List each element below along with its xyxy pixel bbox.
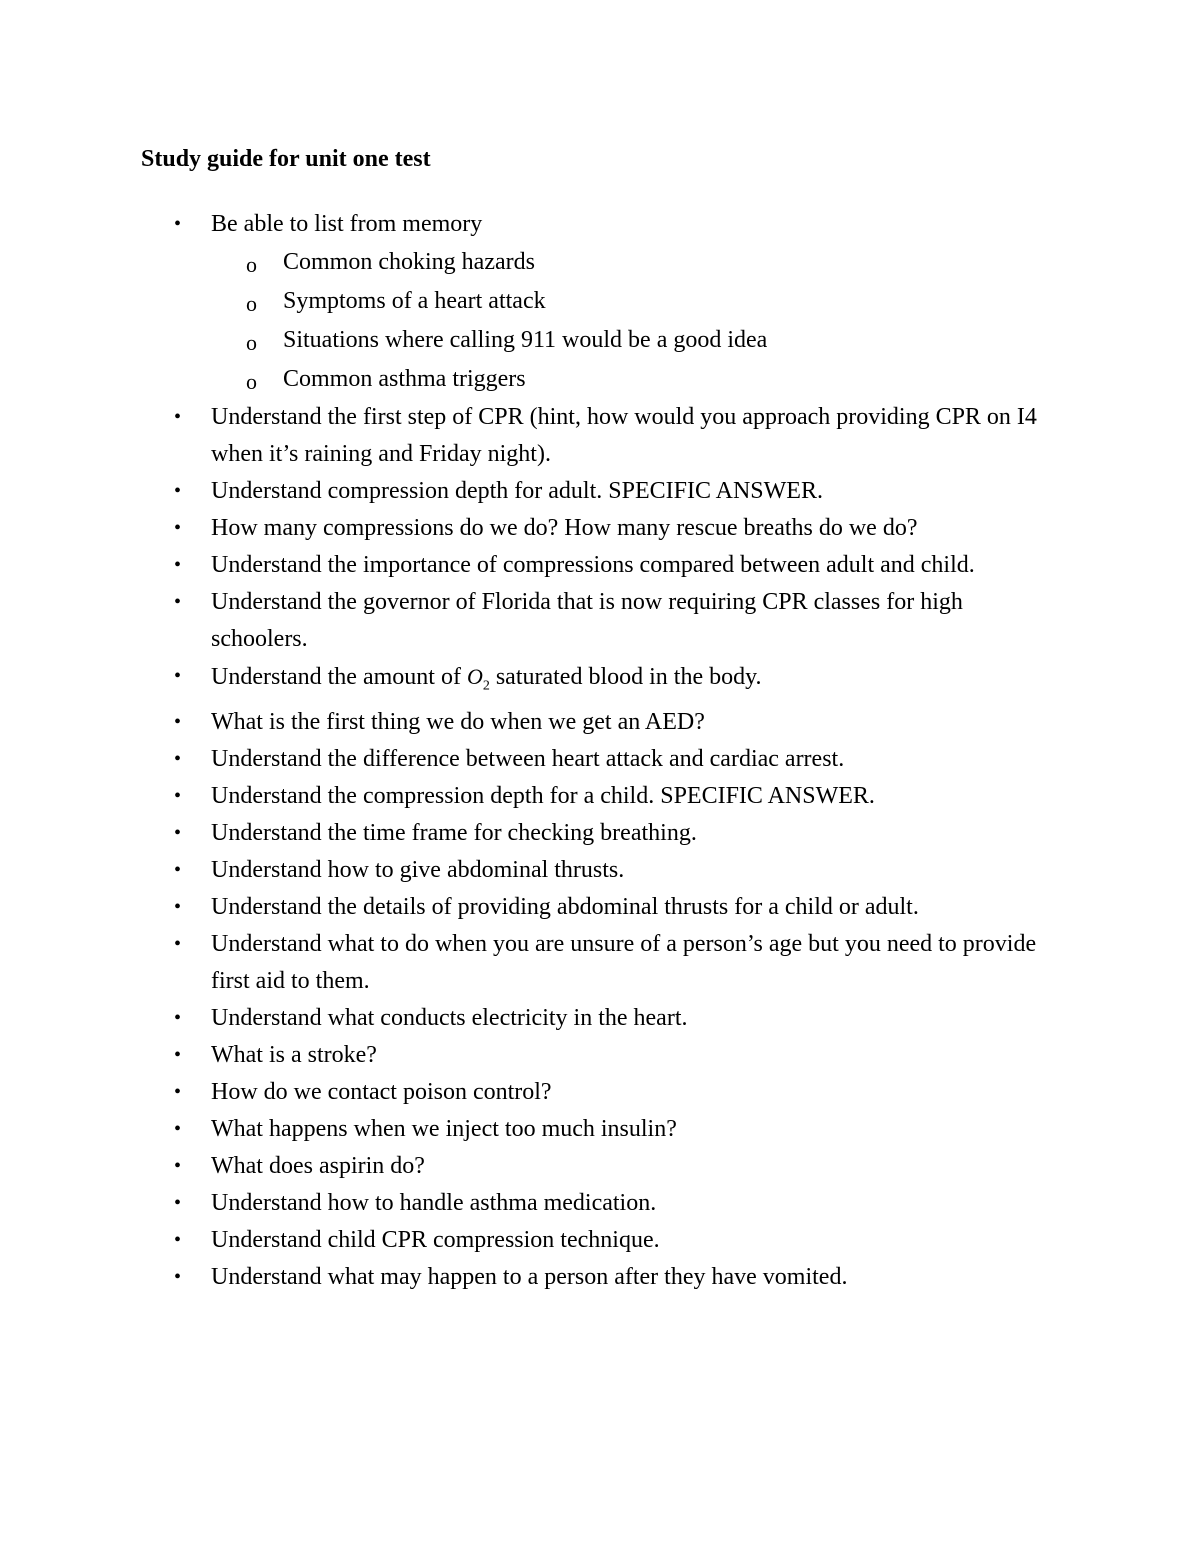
bullet-icon: • — [174, 480, 182, 502]
list-item — [141, 584, 1051, 658]
bullet-icon: • — [174, 1044, 182, 1067]
list-item-text: Understand the governor of Florida that is now requiring CPR classes for high schoolers. — [211, 589, 963, 652]
bullet-icon: • — [174, 933, 182, 956]
list-item — [141, 1259, 1051, 1296]
list-item-text: What is the first thing we do when we get an AED? — [211, 709, 705, 736]
list-item — [141, 1148, 1051, 1185]
sub-list-item — [211, 243, 1051, 282]
list-item — [141, 778, 1051, 815]
bullet-icon: • — [174, 1266, 182, 1289]
list-item — [141, 889, 1051, 926]
list-item — [141, 1111, 1051, 1148]
bullet-icon: • — [174, 1118, 182, 1141]
bullet-icon: • — [174, 591, 182, 613]
oxygen-subscript: 2 — [482, 678, 490, 694]
sub-list-item — [211, 321, 1051, 360]
list-item — [141, 704, 1051, 741]
oxygen-symbol: O — [466, 664, 483, 689]
list-item — [141, 741, 1051, 778]
list-item-text: Understand the time frame for checking breathing. — [211, 820, 697, 847]
bullet-icon: • — [174, 406, 182, 428]
memory-sub-list — [211, 243, 1051, 399]
bullet-icon: • — [174, 665, 182, 687]
list-item-text: Understand compression depth for adult. SPECIFIC ANSWER. — [211, 478, 823, 504]
sub-list-item — [211, 282, 1051, 321]
sub-list-item-text: Symptoms of a heart attack — [283, 288, 546, 314]
list-item-text: Understand the details of providing abdominal thrusts for a child or adult. — [211, 894, 919, 921]
circle-bullet-icon: o — [246, 330, 257, 355]
list-item — [141, 1222, 1051, 1259]
bullet-icon: • — [174, 711, 182, 734]
document-title: Study guide for unit one test — [141, 146, 431, 172]
bullet-icon: • — [174, 1229, 182, 1252]
circle-bullet-icon: o — [246, 291, 257, 316]
list-item — [141, 473, 1051, 510]
bullet-icon: • — [174, 1192, 182, 1215]
list-item-text: Understand the importance of compressions compared between adult and child. — [211, 552, 975, 578]
o2-text-after: saturated blood in the body. — [489, 664, 762, 690]
bullet-icon: • — [174, 1007, 182, 1030]
list-item-text: Understand how to handle asthma medication. — [211, 1190, 657, 1217]
list-item-text: What does aspirin do? — [211, 1153, 425, 1180]
list-item-text: How do we contact poison control? — [211, 1079, 552, 1106]
list-item-text: Understand how to give abdominal thrusts. — [211, 857, 625, 884]
bullet-icon: • — [174, 1155, 182, 1178]
list-item — [141, 1037, 1051, 1074]
list-item — [141, 510, 1051, 547]
sub-list-item-text: Common choking hazards — [283, 249, 535, 275]
o2-text-before: Understand the amount of — [211, 664, 467, 690]
list-item-text: Understand the compression depth for a child. SPECIFIC ANSWER. — [211, 783, 875, 810]
list-item-text: Be able to list from memory — [211, 211, 483, 237]
list-item — [141, 1000, 1051, 1037]
bullet-icon: • — [174, 859, 182, 882]
bullet-icon: • — [174, 517, 182, 539]
bullet-icon: • — [174, 1081, 182, 1104]
list-item — [141, 1185, 1051, 1222]
list-item — [141, 852, 1051, 889]
oxygen-formula — [466, 664, 490, 694]
list-item-text: What is a stroke? — [211, 1042, 377, 1069]
sub-list-item-text: Common asthma triggers — [283, 366, 526, 392]
circle-bullet-icon: o — [246, 252, 257, 277]
bullet-icon: • — [174, 785, 182, 808]
bullet-icon: • — [174, 822, 182, 845]
circle-bullet-icon: o — [246, 369, 257, 394]
list-item-text: Understand what may happen to a person after they have vomited. — [211, 1264, 848, 1291]
list-item-text: What happens when we inject too much insulin? — [211, 1116, 677, 1143]
list-item — [141, 1074, 1051, 1111]
list-item-text: Understand the difference between heart attack and cardiac arrest. — [211, 746, 845, 773]
sub-list-item — [211, 360, 1051, 399]
list-item-text: Understand what to do when you are unsure of a person’s age but you need to provide first aid to them. — [211, 931, 1037, 995]
list-item — [141, 399, 1051, 473]
bullet-icon: • — [174, 896, 182, 919]
list-item — [141, 547, 1051, 584]
list-item-text: Understand the first step of CPR (hint, how would you approach providing CPR on I4 when it’s raining and Friday night). — [211, 404, 1037, 467]
list-item — [141, 206, 1051, 399]
sub-list-item-text: Situations where calling 911 would be a good idea — [283, 327, 768, 353]
list-item-text: How many compressions do we do? How many rescue breaths do we do? — [211, 515, 918, 541]
list-item-text: Understand child CPR compression technique. — [211, 1227, 660, 1254]
list-item — [141, 926, 1051, 1000]
list-item-text: Understand what conducts electricity in the heart. — [211, 1005, 688, 1032]
study-guide-list — [141, 206, 1051, 1296]
bullet-icon: • — [174, 554, 182, 576]
list-item-o2 — [141, 658, 1051, 704]
bullet-icon: • — [174, 213, 182, 235]
list-item — [141, 815, 1051, 852]
bullet-icon: • — [174, 748, 182, 771]
